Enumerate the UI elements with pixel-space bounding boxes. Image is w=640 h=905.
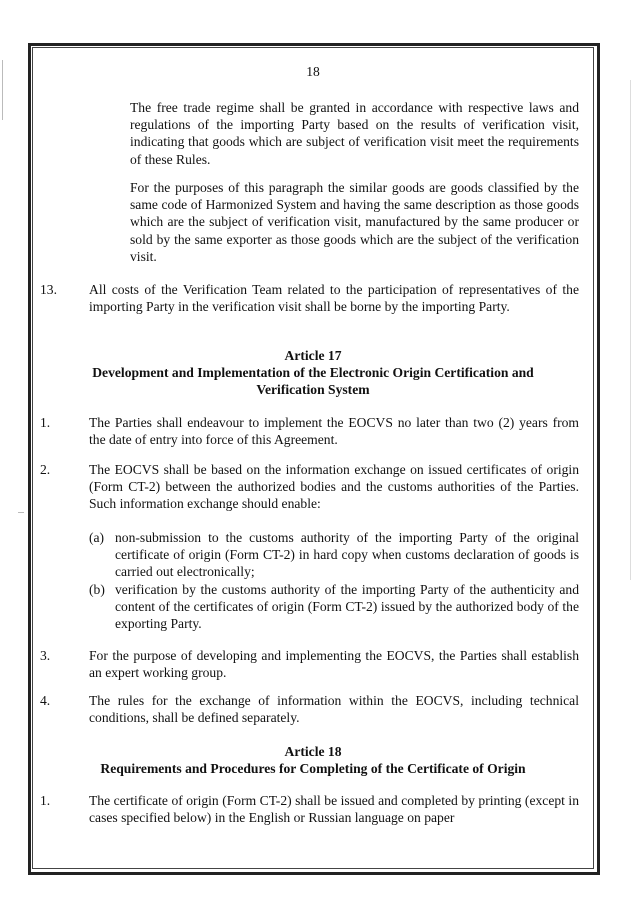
item-text: The certificate of origin (Form CT-2) shall be issued and completed by printing (except in cases specified below) in the English or Russian language on paper [89,793,579,826]
paragraph-verification-result: The free trade regime shall be granted in accordance with respective laws and regulations of the importing Party based on the results of verification visit, indicating that goods which are subject of verification visit meet the requirements of these Rules. [130,100,579,167]
article-18-subtitle: Requirements and Procedures for Completing of the Certificate of Origin [100,761,526,776]
article-17-item-4 [40,692,579,726]
scan-edge-mark [2,60,3,120]
article-18-item-1 [40,792,579,826]
item-text: For the purpose of developing and implementing the EOCVS, the Parties shall establish an expert working group. [89,648,579,681]
sub-item-text: non-submission to the customs authority of the importing Party of the original certificate of origin (Form CT-2) in hard copy when customs declaration of goods is carried out electronically; [115,530,579,580]
sub-item [89,529,579,581]
article-17-item-3 [40,647,579,681]
list-item-13 [40,281,579,315]
article-17-title: Article 17 [284,348,342,363]
sub-item-label: (a) [89,530,105,545]
article-18-title: Article 18 [284,744,342,759]
item-text: The rules for the exchange of information within the EOCVS, including technical conditions, shall be defined separately. [89,693,579,726]
item-text: All costs of the Verification Team related to the participation of representatives of the importing Party in the verification visit shall be borne by the importing Party. [89,282,579,315]
document-page [32,47,594,869]
item-number: 13. [40,282,57,297]
sub-item-text: verification by the customs authority of the importing Party of the authenticity and content of the certificates of origin (Form CT-2) issued by the authorized body of the exporting Party. [115,582,579,632]
item-number: 1. [40,415,51,430]
sub-item [89,581,579,633]
article-17-item-2 [40,461,579,513]
item-number: 3. [40,648,51,663]
page-number: 18 [306,64,320,79]
item-number: 4. [40,693,51,708]
scan-edge-mark [18,512,24,513]
sub-item-label: (b) [89,582,105,597]
item-number: 2. [40,462,51,477]
article-17-item-1 [40,414,579,448]
article-17-subtitle: Development and Implementation of the Electronic Origin Certification and Verification System [92,365,534,398]
paragraph-similar-goods: For the purposes of this paragraph the similar goods are goods classified by the same code of Harmonized System and having the same description as those goods which are the subject of verification visit, manufactured by the same producer or sold by the same exporter as those goods which are the subject of the verification visit. [130,180,579,264]
item-text: The Parties shall endeavour to implement the EOCVS no later than two (2) years from the date of entry into force of this Agreement. [89,415,579,448]
item-text: The EOCVS shall be based on the information exchange on issued certificates of origin (Form CT-2) between the authorized bodies and the customs authorities of the Parties. Such information exchange should enable: [89,462,579,512]
item-number: 1. [40,793,51,808]
scan-edge-mark [630,80,631,580]
